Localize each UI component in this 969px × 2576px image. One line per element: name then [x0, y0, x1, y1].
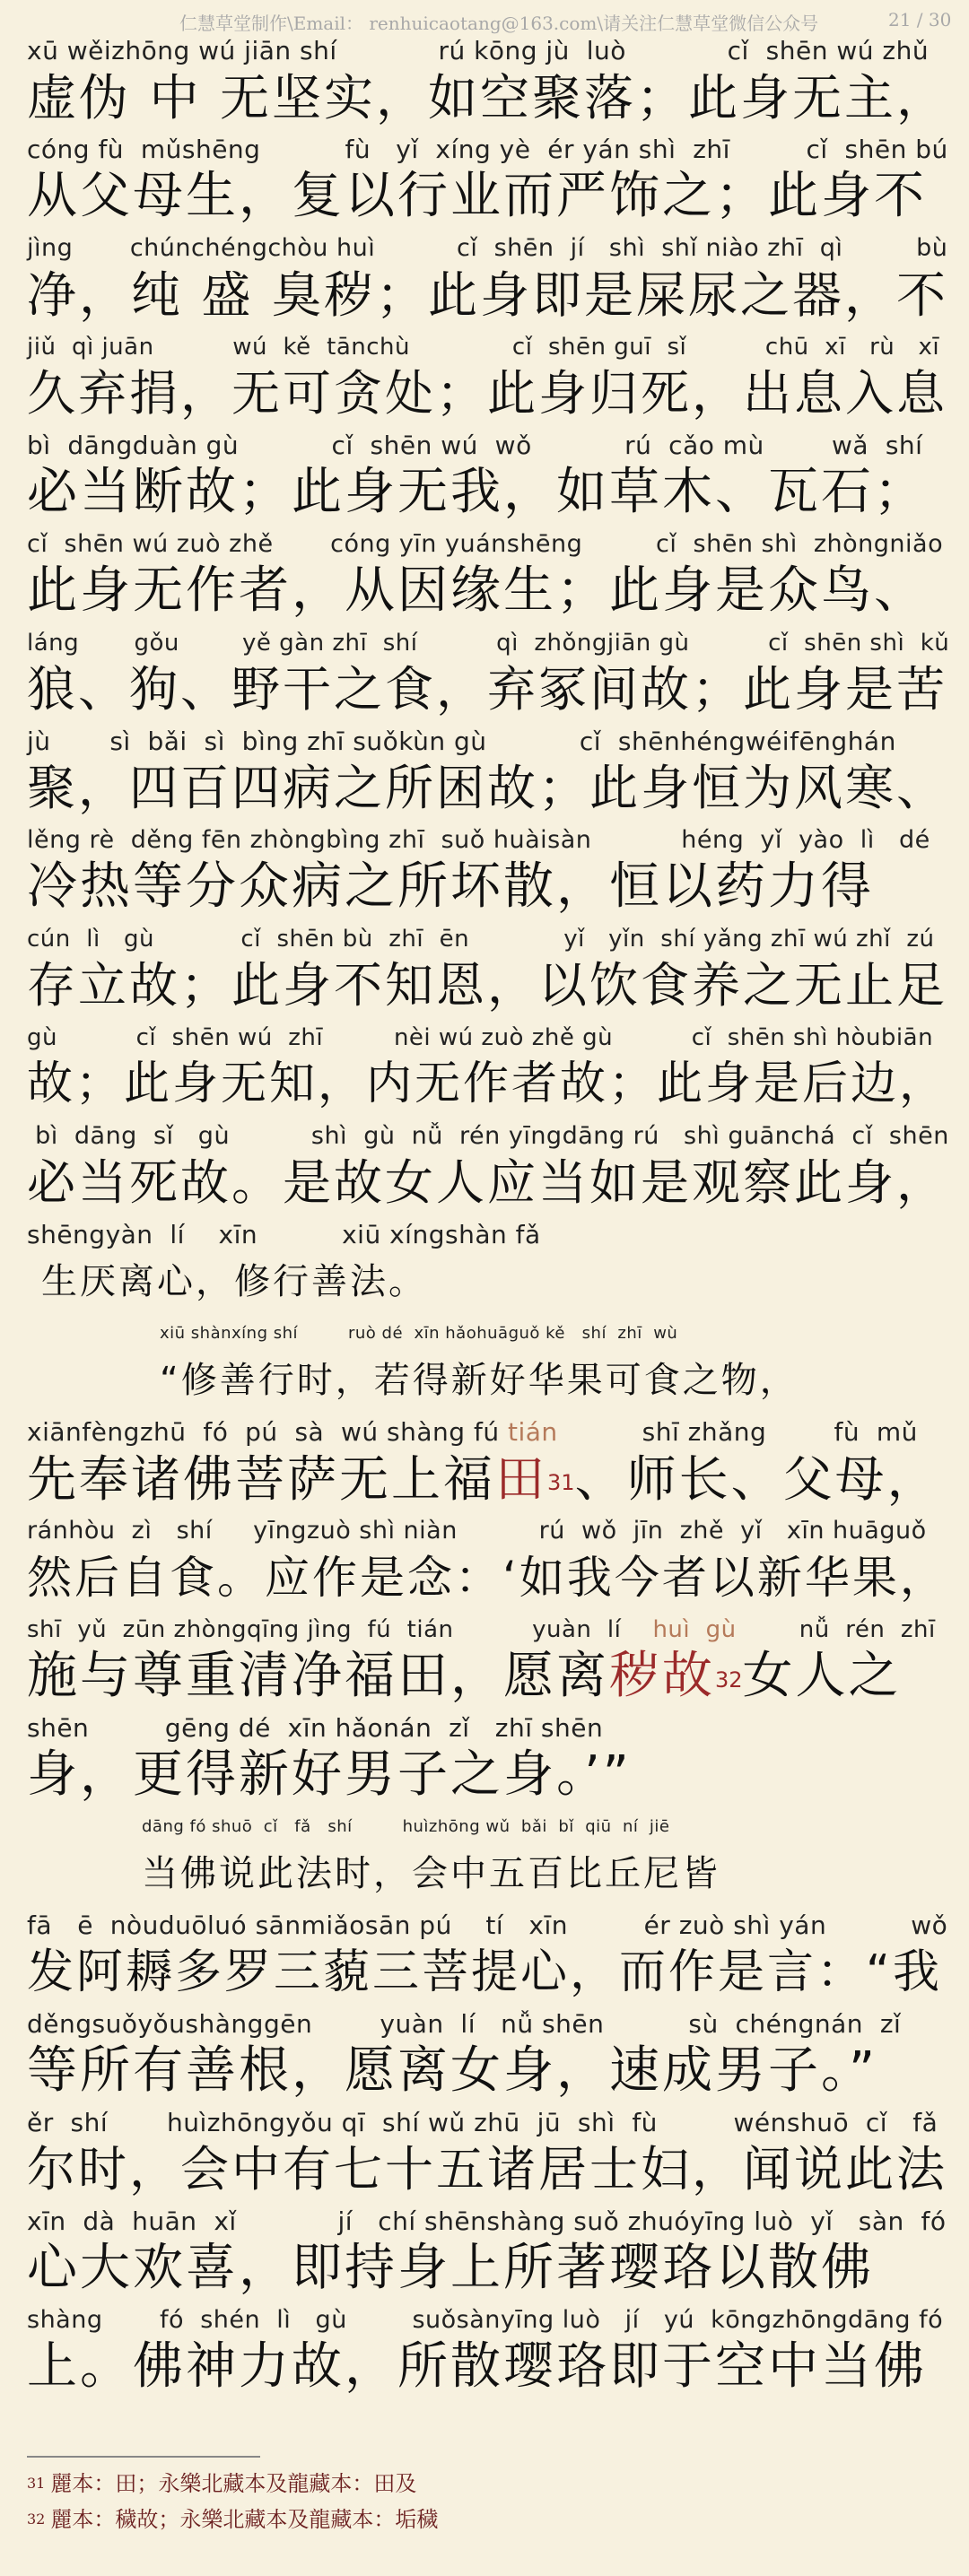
chinese-text: 然后自食。应作是念：‘如我今者以新华果，	[27, 1552, 947, 1604]
pinyin-line	[27, 36, 951, 66]
text-line	[27, 924, 951, 1031]
chinese-text: 上。佛神力故，所散璎珞即于空中当佛	[27, 2337, 927, 2396]
text-line	[27, 36, 951, 144]
pinyin-line	[27, 2108, 951, 2138]
chinese-line	[27, 1943, 951, 2002]
pinyin-text: gù cǐ shēn wú zhī nèi wú zuò zhě gù cǐ shēn shì hòubiān	[27, 1024, 934, 1051]
header-text: 仁慧草堂制作\Email： renhuicaotang@163.com\请关注仁慧草堂微信公众号	[179, 13, 819, 34]
pinyin-text: láng gǒu yě gàn zhī shí qì zhǒngjiān gù cǐ shēn shì kǔ	[27, 630, 950, 657]
pinyin-line	[27, 1023, 951, 1053]
chinese-line	[27, 660, 951, 719]
pinyin-text: xiānfèngzhū fó pú sà wú shàng fú	[27, 1417, 508, 1447]
pinyin-line	[27, 1713, 951, 1744]
footnote-ref[interactable]: 31	[547, 1470, 575, 1495]
variant-reading: 秽故	[609, 1647, 715, 1705]
pinyin-line	[27, 628, 951, 658]
chinese-line	[27, 463, 951, 522]
text-line	[27, 2009, 951, 2117]
pinyin-text: xīn dà huān xǐ jí chí shēnshàng suǒ zhuóyīng luò yǐ sàn fó	[27, 2206, 947, 2236]
footnote-item	[27, 2504, 924, 2535]
chinese-line	[27, 2140, 951, 2199]
pinyin-line	[27, 2305, 951, 2336]
pinyin-text: xū wěizhōng wú jiān shí rú kōng jù luò cǐ shēn wú zhǔ	[27, 36, 930, 65]
pinyin-line	[27, 1910, 951, 1941]
footnote-number: 31	[27, 2475, 46, 2492]
text-line	[27, 1910, 951, 2018]
chinese-text: 久弃捐，无可贪处；此身归死，出息入息	[27, 365, 947, 422]
chinese-line	[27, 2337, 951, 2397]
chinese-text: 心大欢喜，即持身上所著璎珞以散佛	[27, 2239, 874, 2297]
pinyin-line	[27, 332, 951, 362]
chinese-line	[27, 1055, 951, 1114]
text-line	[27, 529, 951, 637]
text-line	[27, 628, 951, 735]
pinyin-text: lěng rè děng fēn zhòngbìng zhī suǒ huàisàn héng yǐ yào lì dé	[27, 826, 930, 854]
chinese-line	[27, 956, 951, 1015]
chinese-text: 狼、狗、野干之食，弃冢间故；此身是苦	[27, 661, 947, 718]
pinyin-text: jiǔ qì juān wú kě tānchù cǐ shēn guī sǐ chū xī rù xī	[27, 334, 940, 361]
chinese-line	[27, 561, 951, 621]
text-line	[27, 1713, 951, 1821]
text-line	[27, 135, 951, 242]
chinese-text: 此身无作者，从因缘生；此身是众鸟、	[27, 561, 927, 620]
pinyin-text: xiū shànxíng shí ruò dé xīn hǎohuāguǒ kě shí zhī wù	[160, 1324, 678, 1343]
chinese-text: 、师长、父母，	[574, 1450, 939, 1508]
chinese-line	[27, 2239, 951, 2298]
pinyin-text: bì dāng sǐ gù shì gù nǚ rén yīngdāng rú shì guānchá cǐ shēn	[27, 1122, 949, 1150]
chinese-text: 聚，四百四病之所困故；此身恒为风寒、	[27, 760, 947, 816]
pinyin-text: fā ē nòuduōluó sānmiǎosān pú tí xīn ér zuò shì yán wǒ	[27, 1910, 948, 1940]
pinyin-text: jìng chúnchéngchòu huì cǐ shēn jí shì shǐ niào zhī qì bù	[27, 234, 948, 262]
pinyin-text: ránhòu zì shí yīngzuò shì niàn rú wǒ jīn zhě yǐ xīn huāguǒ	[27, 1517, 927, 1545]
text-line	[27, 431, 951, 538]
pinyin-text: děngsuǒyǒushànggēn yuàn lí nǚ shēn sù chéngnán zǐ	[27, 2009, 902, 2039]
chinese-line	[27, 1252, 965, 1311]
pinyin-line	[27, 233, 951, 264]
chinese-line	[27, 1647, 951, 1706]
chinese-line	[27, 1548, 951, 1607]
pinyin-line	[27, 1614, 951, 1645]
text-line	[27, 2206, 951, 2314]
text-line	[27, 727, 951, 834]
pinyin-text: shēngyàn lí xīn xiū xíngshàn fǎ	[27, 1220, 541, 1249]
chinese-text: 存立故；此身不知恩，以饮食养之无止足	[27, 957, 947, 1014]
chinese-text: 尔时，会中有七十五诸居士妇，闻说此法	[27, 2141, 947, 2197]
chinese-text: 发阿耨多罗三藐三菩提心，而作是言：“我	[27, 1945, 942, 1999]
chinese-line	[27, 68, 951, 127]
pinyin-line	[27, 1812, 969, 1842]
pinyin-line	[27, 1121, 951, 1152]
pinyin-line	[27, 727, 951, 757]
chinese-text: 虚伪 中 无坚实，如空聚落；此身无主，	[27, 69, 948, 126]
pinyin-text: ěr shí huìzhōngyǒu qī shí wǔ zhū jū shì fù wénshuō cǐ fǎ	[27, 2108, 938, 2137]
chinese-text: 当佛说此法时，会中五百比丘尼皆	[142, 1853, 720, 1894]
pinyin-line	[27, 1417, 951, 1448]
chinese-line	[27, 759, 951, 818]
text-line	[27, 1121, 951, 1229]
chinese-line	[27, 1844, 969, 1903]
pinyin-text: nǚ rén zhī	[736, 1616, 936, 1643]
text-line	[27, 1516, 951, 1623]
chinese-line	[27, 1745, 951, 1805]
pinyin-text: dāng fó shuō cǐ fǎ shí huìzhōng wǔ bǎi bǐ qiū ní jiē	[142, 1817, 670, 1836]
pinyin-highlight: tián	[507, 1417, 558, 1447]
pinyin-line	[27, 2009, 951, 2040]
chinese-line	[27, 2041, 951, 2101]
footnote-divider	[27, 2456, 260, 2458]
pinyin-line	[27, 135, 951, 165]
pinyin-text: cǐ shēn wú zuò zhě cóng yīn yuánshēng cǐ shēn shì zhòngniǎo	[27, 530, 944, 558]
pinyin-text: shēn gēng dé xīn hǎonán zǐ zhī shēn	[27, 1713, 604, 1743]
pinyin-text: jù sì bǎi sì bìng zhī suǒkùn gù cǐ shēnhéngwéifēnghán	[27, 727, 896, 756]
pinyin-line	[27, 529, 951, 560]
text-line	[27, 1417, 951, 1525]
text-line	[27, 332, 951, 439]
chinese-line	[27, 1351, 969, 1410]
chinese-line	[27, 364, 951, 423]
chinese-text: “修善行时，若得新好华果可食之物，	[160, 1360, 799, 1401]
chinese-text: 故；此身无知，内无作者故；此身是后边，	[27, 1057, 948, 1110]
chinese-text: 先奉诸佛菩萨无上福	[27, 1450, 496, 1508]
chinese-text: 身，更得新好男子之身。’”	[27, 1745, 632, 1804]
text-line	[27, 1318, 951, 1426]
footnote-number: 32	[27, 2511, 46, 2528]
pinyin-text: shī yǔ zūn zhòngqīng jìng fú tián yuàn lí	[27, 1616, 653, 1643]
text-line	[27, 1023, 951, 1130]
page-header	[0, 0, 969, 36]
chinese-text: 必当断故；此身无我，如草木、瓦石；	[27, 463, 927, 521]
variant-reading: 田	[495, 1450, 548, 1508]
pinyin-text: cún lì gù cǐ shēn bù zhī ēn yǐ yǐn shí yǎng zhī wú zhǐ zú	[27, 926, 935, 953]
footnote-text: 麗本：穢故；永樂北藏本及龍藏本：垢穢	[50, 2507, 439, 2532]
chinese-text: 冷热等分众病之所坏散，恒以药力得	[27, 857, 874, 916]
text-line	[27, 1812, 951, 1919]
chinese-text: 必当死故。是故女人应当如是观察此身，	[27, 1154, 947, 1211]
chinese-text: 从父母生，复以行业而严饰之；此身不	[27, 167, 927, 225]
page-number: 21 / 30	[888, 9, 952, 30]
pinyin-text: shī zhǎng fù mǔ	[557, 1417, 918, 1447]
pinyin-text: bì dāngduàn gù cǐ shēn wú wǒ rú cǎo mù wǎ shí	[27, 431, 923, 460]
text-line	[27, 825, 951, 933]
pinyin-line	[27, 431, 951, 461]
chinese-line	[27, 167, 951, 226]
chinese-text: 女人之	[742, 1647, 902, 1705]
text-line	[27, 233, 951, 341]
chinese-line	[27, 1153, 951, 1213]
pinyin-highlight: huì gù	[652, 1616, 737, 1643]
text-line	[27, 1220, 951, 1327]
pinyin-line	[27, 1516, 951, 1546]
chinese-text: 净，纯 盛 臭秽；此身即是屎尿之器，不	[27, 266, 948, 324]
text-line	[27, 2108, 951, 2215]
footnote-ref[interactable]: 32	[715, 1667, 743, 1693]
pinyin-line	[27, 2206, 951, 2237]
pinyin-line	[27, 1318, 969, 1349]
footnote-text: 麗本：田；永樂北藏本及龍藏本：田及	[50, 2471, 417, 2496]
pinyin-text: cóng fù mǔshēng fù yǐ xíng yè ér yán shì zhī cǐ shēn bú	[27, 135, 948, 164]
pinyin-line	[27, 924, 951, 954]
pinyin-line	[27, 825, 951, 856]
text-line	[27, 2305, 951, 2413]
chinese-line	[27, 1449, 951, 1509]
chinese-line	[27, 265, 951, 325]
pinyin-text: shàng fó shén lì gù suǒsànyīng luò jí yú kōngzhōngdāng fó	[27, 2306, 944, 2334]
chinese-text: 施与尊重清净福田，愿离	[27, 1647, 609, 1705]
pinyin-line	[27, 1220, 951, 1250]
chinese-text: 生厌离心，修行善法。	[41, 1261, 427, 1302]
text-line	[27, 1614, 951, 1722]
chinese-line	[27, 857, 951, 917]
footnote-item	[27, 2468, 924, 2499]
chinese-text: 等所有善根，愿离女身，速成男子。”	[27, 2041, 878, 2100]
